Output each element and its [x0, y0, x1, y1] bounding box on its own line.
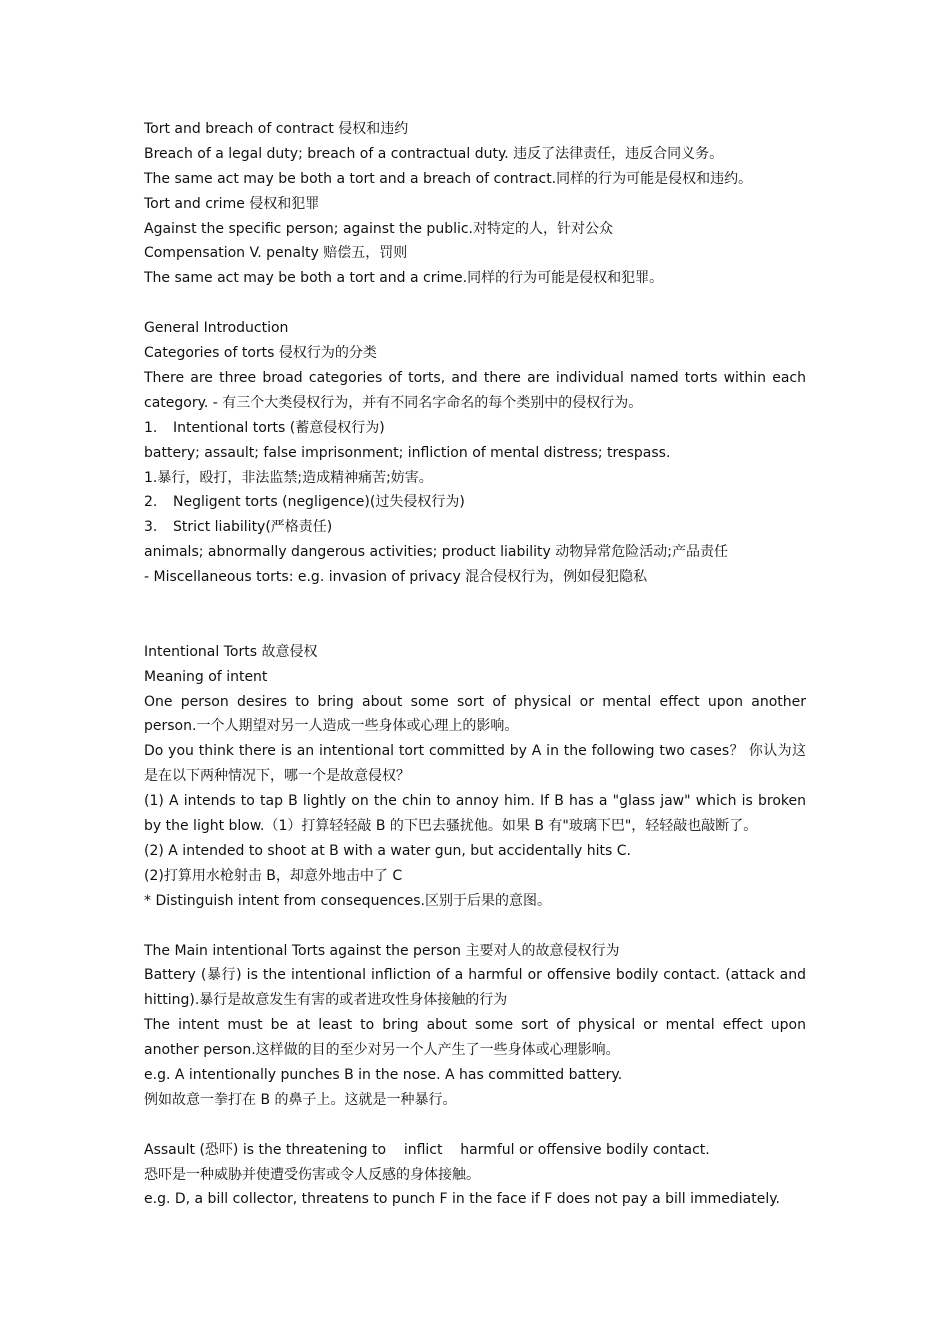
spacer: [144, 1113, 806, 1138]
heading-meaning-of-intent: Meaning of intent: [144, 668, 268, 685]
list-item: [144, 515, 806, 540]
document-body: [144, 117, 806, 1212]
paragraph-categories: There are three broad categories of torts, and there are individual named torts within each category. - 有三个大类侵权行为，并有不同名字命名的每个类别中的侵权行为。: [144, 369, 806, 411]
spacer: [144, 590, 806, 615]
text-line: The same act may be both a tort and a breach of contract.同样的行为可能是侵权和违约。: [144, 170, 753, 187]
heading-tort-and-crime: Tort and crime 侵权和犯罪: [144, 195, 320, 212]
paragraph-case-1: (1) A intends to tap B lightly on the chin to annoy him. If B has a "glass jaw" which is broken by the light blow.（1）打算轻轻敲 B 的下巴去骚扰他。如果 B 有"玻璃下巴"，轻轻敲也敲断了。: [144, 793, 806, 835]
text-line: 恐吓是一种威胁并使遭受伤害或令人反感的身体接触。: [144, 1166, 480, 1183]
text-line: e.g. D, a bill collector, threatens to punch F in the face if F does not pay a bill immediately.: [144, 1191, 780, 1208]
text-line: 1.暴行，殴打，非法监禁;造成精神痛苦;妨害。: [144, 469, 433, 486]
text-line: Breach of a legal duty; breach of a contractual duty. 违反了法律责任，违反合同义务。: [144, 145, 724, 162]
text-line: - Miscellaneous torts: e.g. invasion of privacy 混合侵权行为，例如侵犯隐私: [144, 569, 648, 586]
text-line: The same act may be both a tort and a crime.同样的行为可能是侵权和犯罪。: [144, 270, 664, 287]
paragraph-question: Do you think there is an intentional tort committed by A in the following two cases？ 你认为这是在以下两种情况下，哪一个是故意侵权？: [144, 743, 806, 785]
text-line: Against the specific person; against the public.对特定的人，针对公众: [144, 220, 614, 237]
heading-categories: Categories of torts 侵权行为的分类: [144, 345, 377, 362]
text-line: animals; abnormally dangerous activities; product liability 动物异常危险活动;产品责任: [144, 544, 728, 561]
text-line: * Distinguish intent from consequences.区别于后果的意图。: [144, 892, 551, 909]
heading-tort-and-breach: Tort and breach of contract 侵权和违约: [144, 121, 409, 137]
spacer: [144, 914, 806, 939]
list-text: Negligent torts (negligence)(过失侵权行为): [173, 494, 465, 511]
text-line: (2)打算用水枪射击 B，却意外地击中了 C: [144, 867, 403, 884]
text-line: 例如故意一拳打在 B 的鼻子上。这就是一种暴行。: [144, 1091, 457, 1108]
text-line: Compensation V. penalty 赔偿五，罚则: [144, 245, 408, 262]
list-text: Strict liability(严格责任): [173, 519, 333, 536]
heading-main-intentional-torts: The Main intentional Torts against the person 主要对人的故意侵权行为: [144, 942, 620, 959]
text-line: e.g. A intentionally punches B in the nose. A has committed battery.: [144, 1067, 623, 1084]
list-number: 2.: [144, 494, 158, 511]
text-line: battery; assault; false imprisonment; infliction of mental distress; trespass.: [144, 444, 671, 461]
list-text: Intentional torts (蓄意侵权行为): [173, 419, 385, 436]
paragraph-intent: One person desires to bring about some sort of physical or mental effect upon another person.一个人期望对另一人造成一些身体或心理上的影响。: [144, 693, 806, 735]
spacer: [144, 615, 806, 640]
paragraph-assault: Assault (恐吓) is the threatening to inflict harmful or offensive bodily contact.: [144, 1141, 710, 1158]
heading-general-introduction: General Introduction: [144, 320, 289, 337]
paragraph-intent-effect: The intent must be at least to bring about some sort of physical or mental effect upon another person.这样做的目的至少对另一个人产生了一些身体或心理影响。: [144, 1017, 806, 1059]
list-item: [144, 416, 806, 441]
heading-intentional-torts: Intentional Torts 故意侵权: [144, 643, 318, 660]
spacer: [144, 291, 806, 316]
list-number: 1.: [144, 419, 158, 436]
paragraph-battery: Battery (暴行) is the intentional infliction of a harmful or offensive bodily contact. (attack and hitting).暴行是故意发生有害的或者进攻性身体接触的行为: [144, 967, 806, 1009]
list-number: 3.: [144, 519, 158, 536]
text-line: (2) A intended to shoot at B with a water gun, but accidentally hits C.: [144, 842, 631, 859]
list-item: [144, 490, 806, 515]
